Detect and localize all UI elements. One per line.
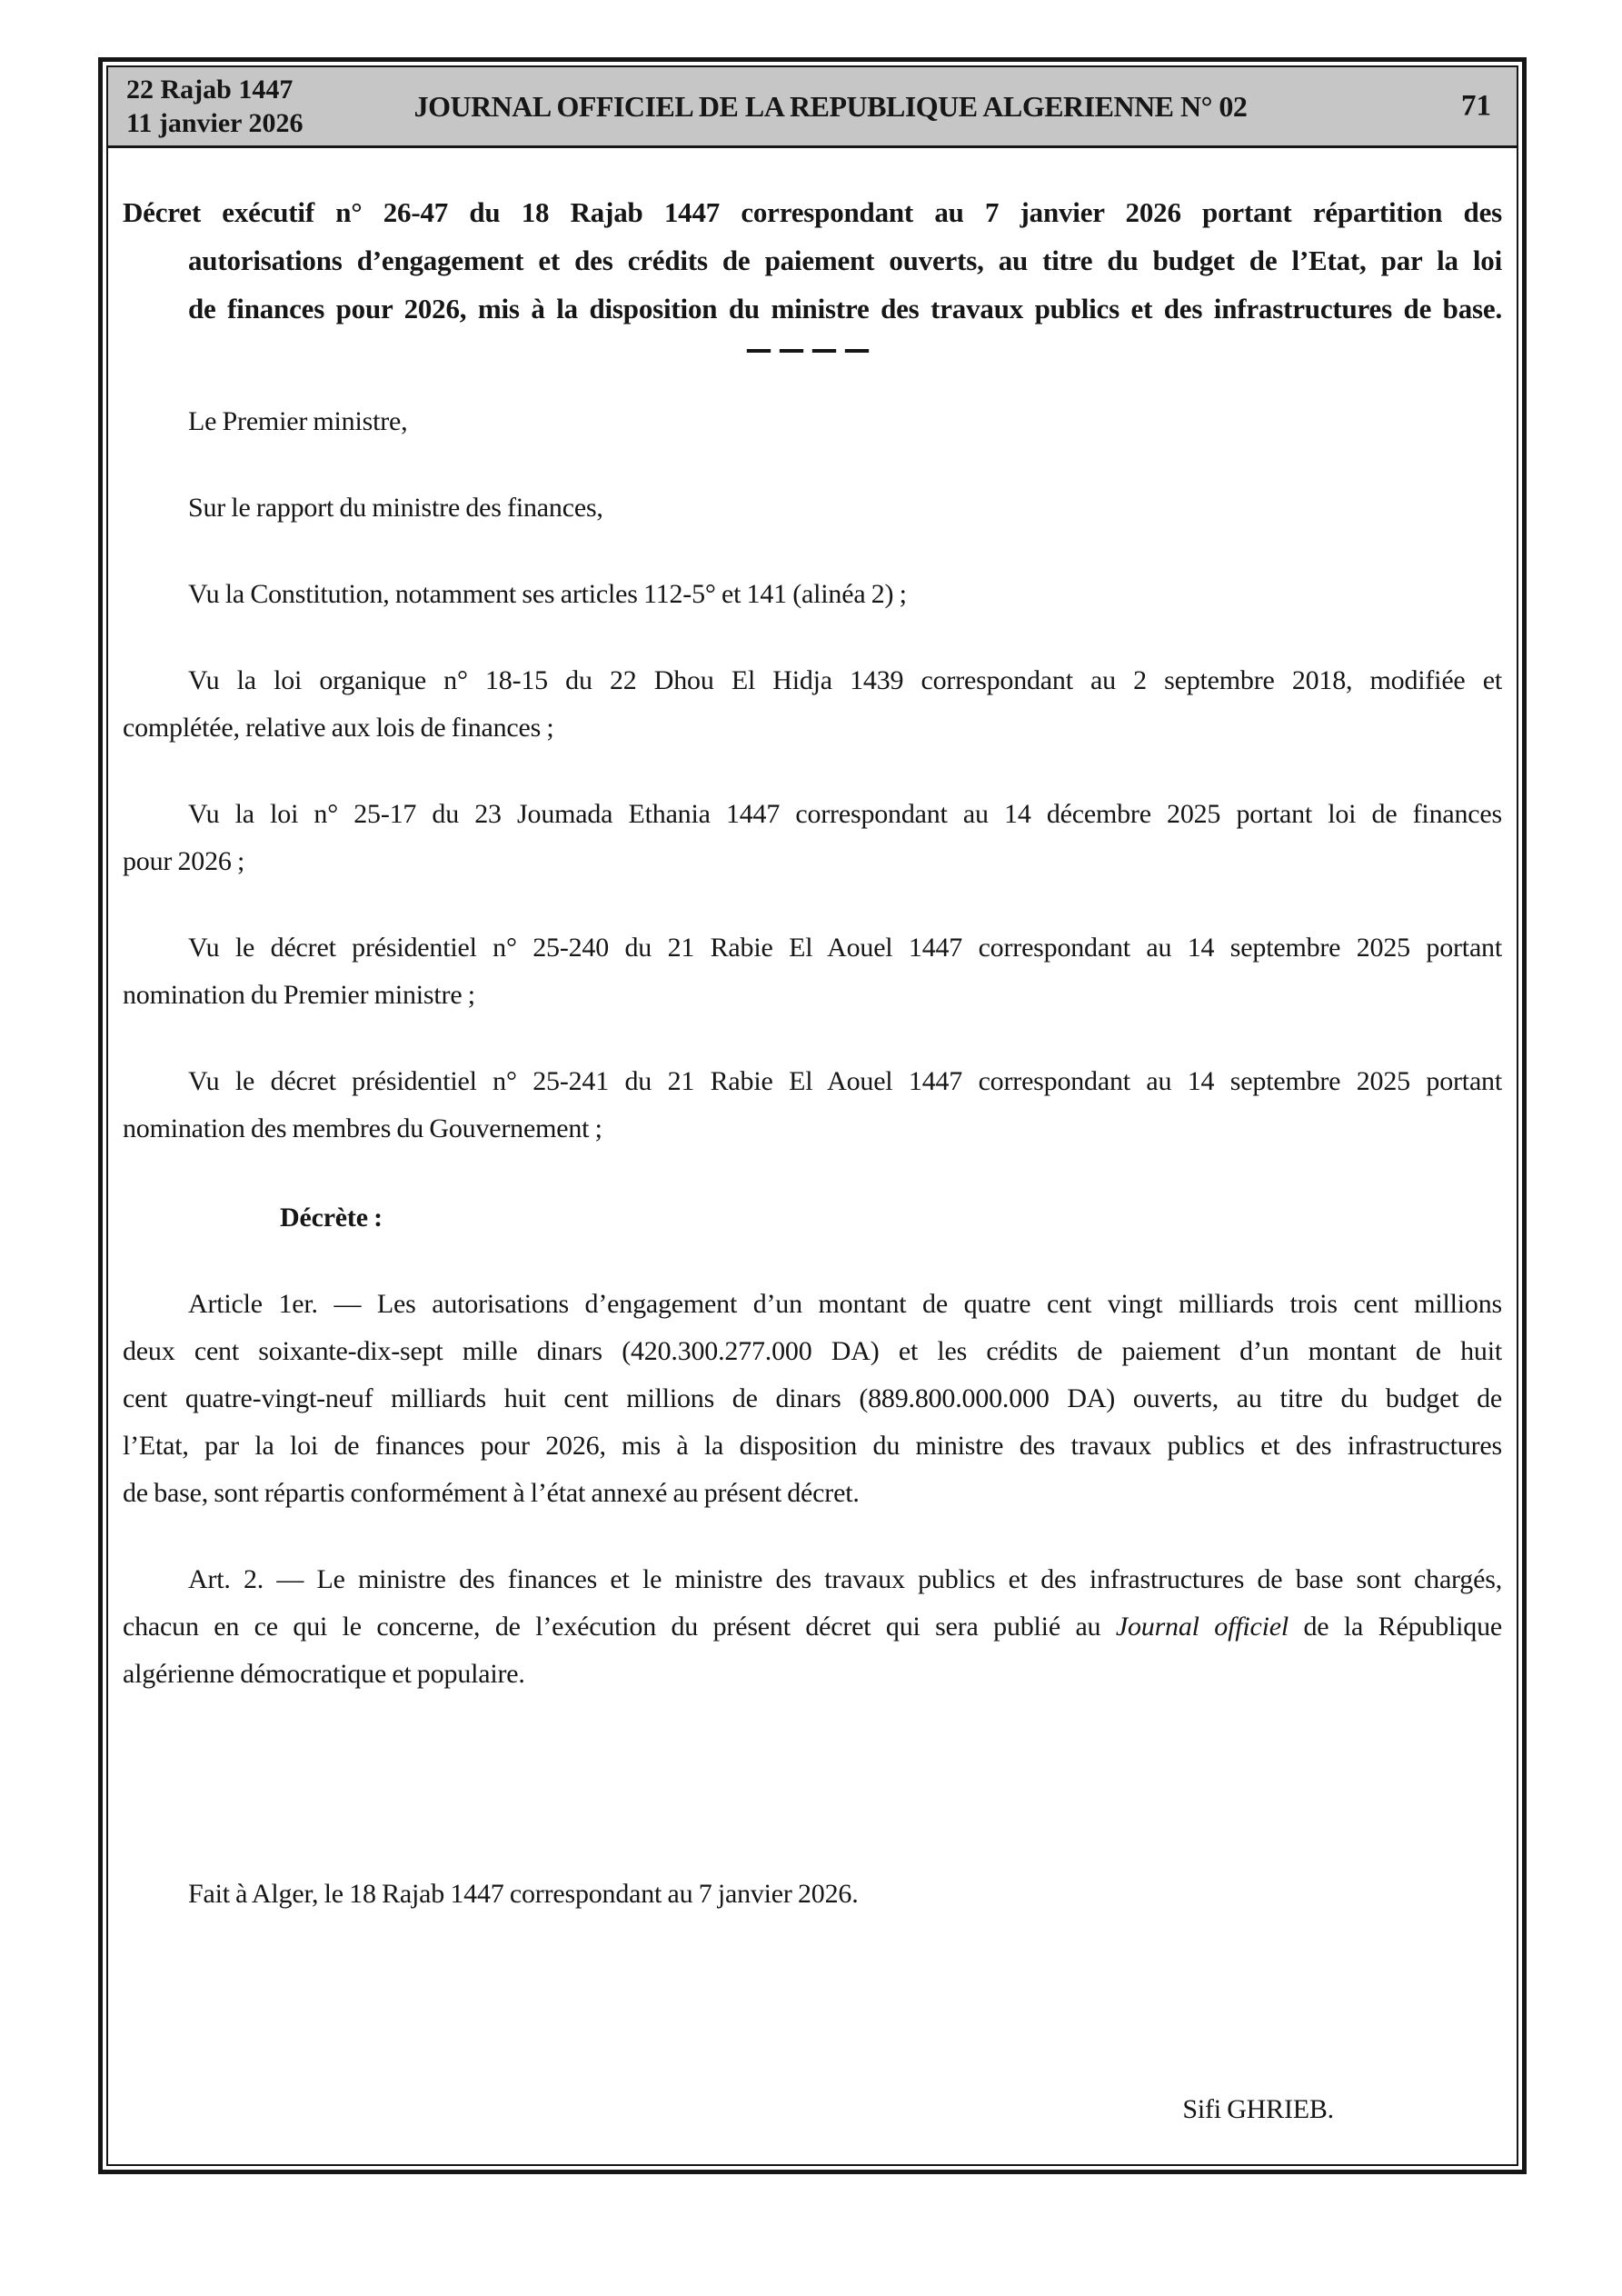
page-number: 71 bbox=[1461, 89, 1491, 123]
decrete-label: Décrète : bbox=[280, 1203, 383, 1233]
para-premier-ministre: Le Premier ministre, bbox=[188, 406, 408, 436]
decree-body bbox=[108, 188, 1517, 2133]
decree-title-line-2: autorisations d’engagement et des crédits de paiement ouverts, au titre du budget de l’Etat, par la loi bbox=[188, 245, 1502, 276]
page-frame bbox=[98, 57, 1527, 2174]
signatory-name: Sifi GHRIEB. bbox=[1182, 2094, 1334, 2124]
para-vu-decret-25-240 bbox=[123, 924, 1502, 1019]
title-separator-dashes: ———— bbox=[747, 317, 878, 375]
journal-officiel-italic: Journal officiel bbox=[1115, 1612, 1289, 1642]
decree-title-line-1: Décret exécutif n° 26-47 du 18 Rajab 1447 correspondant au 7 janvier 2026 portant répartition des bbox=[123, 196, 1502, 228]
para-vu-loi-organique bbox=[123, 657, 1502, 752]
article-1-line-5: de base, sont répartis conformément à l’état annexé au présent décret. bbox=[123, 1478, 860, 1508]
para-article-2 bbox=[123, 1556, 1502, 1698]
para-vu-loi-organique-line-1: Vu la loi organique n° 18-15 du 22 Dhou El Hidja 1439 correspondant au 2 septembre 2018, modifiée et bbox=[188, 665, 1502, 695]
article-2-line-1: Art. 2. — Le ministre des finances et le ministre des travaux publics et des infrastructures de base sont chargés, bbox=[188, 1564, 1502, 1594]
para-vu-decret-25-240-line-1: Vu le décret présidentiel n° 25-240 du 21 Rabie El Aouel 1447 correspondant au 14 septembre 2025 portant bbox=[188, 933, 1502, 963]
article-1-line-2: deux cent soixante-dix-sept mille dinars (420.300.277.000 DA) et les crédits de paiement d’un montant de huit bbox=[123, 1336, 1502, 1366]
masthead bbox=[108, 67, 1517, 148]
decree-title bbox=[123, 188, 1502, 333]
article-1-line-4: l’Etat, par la loi de finances pour 2026, mis à la disposition du ministre des travaux publics et des infrastructures bbox=[123, 1431, 1502, 1461]
para-vu-decret-25-240-line-2: nomination du Premier ministre ; bbox=[123, 980, 475, 1010]
para-article-1 bbox=[123, 1281, 1502, 1517]
para-vu-decret-25-241-line-1: Vu le décret présidentiel n° 25-241 du 21 Rabie El Aouel 1447 correspondant au 14 septembre 2025 portant bbox=[188, 1066, 1502, 1096]
para-vu-loi-finances-line-2: pour 2026 ; bbox=[123, 846, 245, 876]
para-vu-loi-organique-line-2: complétée, relative aux lois de finances ; bbox=[123, 713, 554, 743]
para-vu-decret-25-241-line-2: nomination des membres du Gouvernement ; bbox=[123, 1113, 602, 1143]
article-2-line-2-before: chacun en ce qui le concerne, de l’exécution du présent décret qui sera publié au bbox=[123, 1612, 1116, 1642]
title-separator bbox=[123, 317, 1502, 375]
masthead-dates bbox=[126, 73, 303, 140]
article-2-line-3: algérienne démocratique et populaire. bbox=[123, 1659, 525, 1689]
closing-place-date: Fait à Alger, le 18 Rajab 1447 correspondant au 7 janvier 2026. bbox=[188, 1879, 859, 1909]
para-rapport-ministre-finances: Sur le rapport du ministre des finances, bbox=[188, 493, 603, 523]
article-1-line-3: cent quatre-vingt-neuf milliards huit cent millions de dinars (889.800.000.000 DA) ouverts, au titre du budget de bbox=[123, 1383, 1502, 1413]
para-vu-decret-25-241 bbox=[123, 1058, 1502, 1153]
article-2-line-2-after: de la République bbox=[1289, 1612, 1502, 1642]
page-frame-inner bbox=[106, 65, 1518, 2166]
date-hijri: 22 Rajab 1447 bbox=[126, 75, 294, 105]
para-vu-constitution: Vu la Constitution, notamment ses articles 112-5° et 141 (alinéa 2) ; bbox=[188, 579, 907, 609]
para-vu-loi-finances-line-1: Vu la loi n° 25-17 du 23 Joumada Ethania 1447 correspondant au 14 décembre 2025 portant loi de finances bbox=[188, 799, 1502, 829]
para-vu-loi-finances bbox=[123, 791, 1502, 885]
article-2-line-2 bbox=[123, 1603, 1502, 1651]
date-gregorian: 11 janvier 2026 bbox=[126, 108, 304, 138]
decree-title-line-3: de finances pour 2026, mis à la disposition du ministre des travaux publics et des infrastructures de base. bbox=[188, 293, 1502, 324]
journal-title: JOURNAL OFFICIEL DE LA REPUBLIQUE ALGERIENNE N° 02 bbox=[413, 89, 1248, 123]
article-1-line-1: Article 1er. — Les autorisations d’engagement d’un montant de quatre cent vingt milliards trois cent millions bbox=[188, 1289, 1502, 1319]
